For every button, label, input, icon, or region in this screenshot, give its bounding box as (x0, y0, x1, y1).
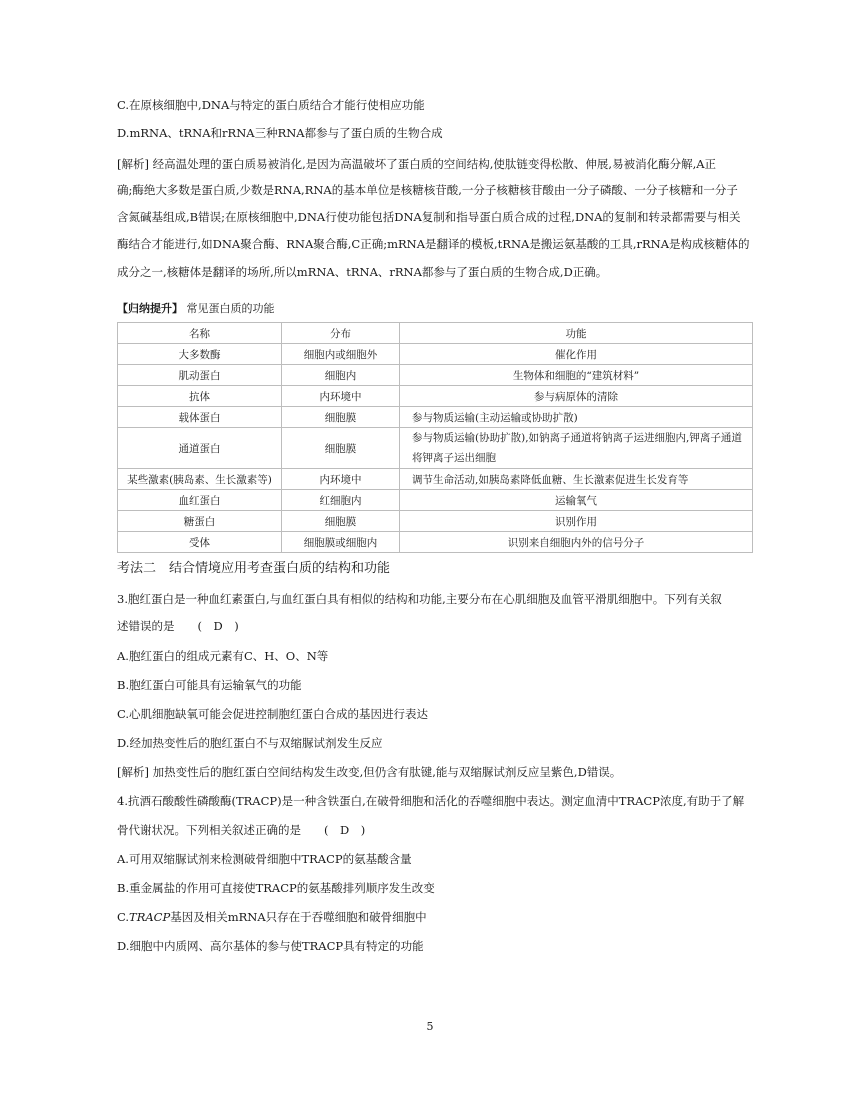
table-header-distribution: 分布 (282, 323, 400, 344)
q3-stem-line-1: 3.胞红蛋白是一种血红素蛋白,与血红蛋白具有相似的结构和功能,主要分布在心肌细胞及血管平滑肌细胞中。下列有关叙 (117, 592, 722, 606)
q2-analysis-line-1: [解析] 经高温处理的蛋白质易被消化,是因为高温破坏了蛋白质的空间结构,使肽链变得松散、伸展,易被消化酶分解,A正 (117, 157, 717, 171)
table-header-function: 功能 (400, 323, 753, 344)
q4-option-a: A.可用双缩脲试剂来检测破骨细胞中TRACP的氨基酸含量 (117, 852, 412, 866)
q3-analysis: [解析] 加热变性后的胞红蛋白空间结构发生改变,但仍含有肽键,能与双缩脲试剂反应呈紫色,D错误。 (117, 765, 622, 779)
table-cell: 调节生命活动,如胰岛素降低血糖、生长激素促进生长发育等 (400, 469, 753, 490)
q3-stem-line-2: 述错误的是 ( D ) (117, 619, 239, 633)
table-cell: 参与物质运输(协助扩散),如钠离子通道将钠离子运进细胞内,钾离子通道将钾离子运出细胞 (400, 428, 753, 469)
table-cell: 细胞内 (282, 365, 400, 386)
table-cell: 某些激素(胰岛素、生长激素等) (118, 469, 282, 490)
q2-analysis-line-2: 确;酶绝大多数是蛋白质,少数是RNA,RNA的基本单位是核糖核苷酸,一分子核糖核苷酸由一分子磷酸、一分子核糖和一分子 (117, 183, 738, 197)
table-row (118, 428, 753, 469)
q4-option-d: D.细胞中内质网、高尔基体的参与使TRACP具有特定的功能 (117, 939, 424, 953)
q4-option-b: B.重金属盐的作用可直接使TRACP的氨基酸排列顺序发生改变 (117, 881, 435, 895)
q2-option-c: C.在原核细胞中,DNA与特定的蛋白质结合才能行使相应功能 (117, 98, 425, 112)
q2-analysis-line-3: 含氮碱基组成,B错误;在原核细胞中,DNA行使功能包括DNA复制和指导蛋白质合成的过程,DNA的复制和转录都需要与相关 (117, 210, 741, 224)
table-cell: 肌动蛋白 (118, 365, 282, 386)
summary-title: 常见蛋白质的功能 (186, 302, 275, 315)
table-cell: 生物体和细胞的“建筑材料” (400, 365, 753, 386)
table-cell: 识别来自细胞内外的信号分子 (400, 532, 753, 553)
table-cell: 抗体 (118, 386, 282, 407)
table-cell: 内环境中 (282, 386, 400, 407)
table-cell: 细胞膜 (282, 407, 400, 428)
table-cell: 参与物质运输(主动运输或协助扩散) (400, 407, 753, 428)
table-cell: 参与病原体的清除 (400, 386, 753, 407)
table-cell: 细胞膜或细胞内 (282, 532, 400, 553)
table-cell: 通道蛋白 (118, 428, 282, 469)
q3-option-d: D.经加热变性后的胞红蛋白不与双缩脲试剂发生反应 (117, 736, 383, 750)
q3-option-c: C.心肌细胞缺氧可能会促进控制胞红蛋白合成的基因进行表达 (117, 707, 429, 721)
q4-option-c-gene: TRACP (129, 910, 171, 924)
table-row (118, 365, 753, 386)
q4-option-c-text: 基因及相关mRNA只存在于吞噬细胞和破骨细胞中 (170, 910, 427, 924)
table-row (118, 386, 753, 407)
page-number: 5 (426, 1020, 434, 1033)
protein-function-table (117, 322, 753, 553)
q3-option-a: A.胞红蛋白的组成元素有C、H、O、N等 (117, 649, 329, 663)
q3-option-b: B.胞红蛋白可能具有运输氧气的功能 (117, 678, 302, 692)
table-cell: 载体蛋白 (118, 407, 282, 428)
q4-option-c (117, 909, 749, 925)
table-cell: 受体 (118, 532, 282, 553)
q2-analysis-line-5: 成分之一,核糖体是翻译的场所,所以mRNA、tRNA、rRNA都参与了蛋白质的生物合成,D正确。 (117, 265, 608, 279)
q4-option-c-prefix: C. (117, 910, 130, 924)
table-header-name: 名称 (118, 323, 282, 344)
table-row (118, 532, 753, 553)
table-row (118, 469, 753, 490)
table-cell: 大多数酶 (118, 344, 282, 365)
table-row (118, 490, 753, 511)
table-cell: 运输氧气 (400, 490, 753, 511)
table-cell: 血红蛋白 (118, 490, 282, 511)
section-heading: 考法二 结合情境应用考查蛋白质的结构和功能 (117, 561, 391, 576)
q4-stem-line-1: 4.抗酒石酸酸性磷酸酶(TRACP)是一种含铁蛋白,在破骨细胞和活化的吞噬细胞中表达。测定血清中TRACP浓度,有助于了解 (117, 794, 745, 808)
summary-heading (117, 301, 749, 317)
table-row (118, 344, 753, 365)
q4-stem-line-2: 骨代谢状况。下列相关叙述正确的是 ( D ) (117, 823, 366, 837)
q2-option-d: D.mRNA、tRNA和rRNA三种RNA都参与了蛋白质的生物合成 (117, 126, 443, 140)
table-row (118, 407, 753, 428)
table-cell: 识别作用 (400, 511, 753, 532)
table-cell: 细胞膜 (282, 511, 400, 532)
table-header-row (118, 323, 753, 344)
table-cell: 细胞内或细胞外 (282, 344, 400, 365)
table-cell: 糖蛋白 (118, 511, 282, 532)
summary-bracket: 【归纳提升】 (117, 302, 183, 315)
table-cell: 催化作用 (400, 344, 753, 365)
table-row (118, 511, 753, 532)
q2-analysis-line-4: 酶结合才能进行,如DNA聚合酶、RNA聚合酶,C正确;mRNA是翻译的模板,tRNA是搬运氨基酸的工具,rRNA是构成核糖体的 (117, 237, 750, 251)
table-cell: 细胞膜 (282, 428, 400, 469)
table-cell: 内环境中 (282, 469, 400, 490)
table-cell: 红细胞内 (282, 490, 400, 511)
